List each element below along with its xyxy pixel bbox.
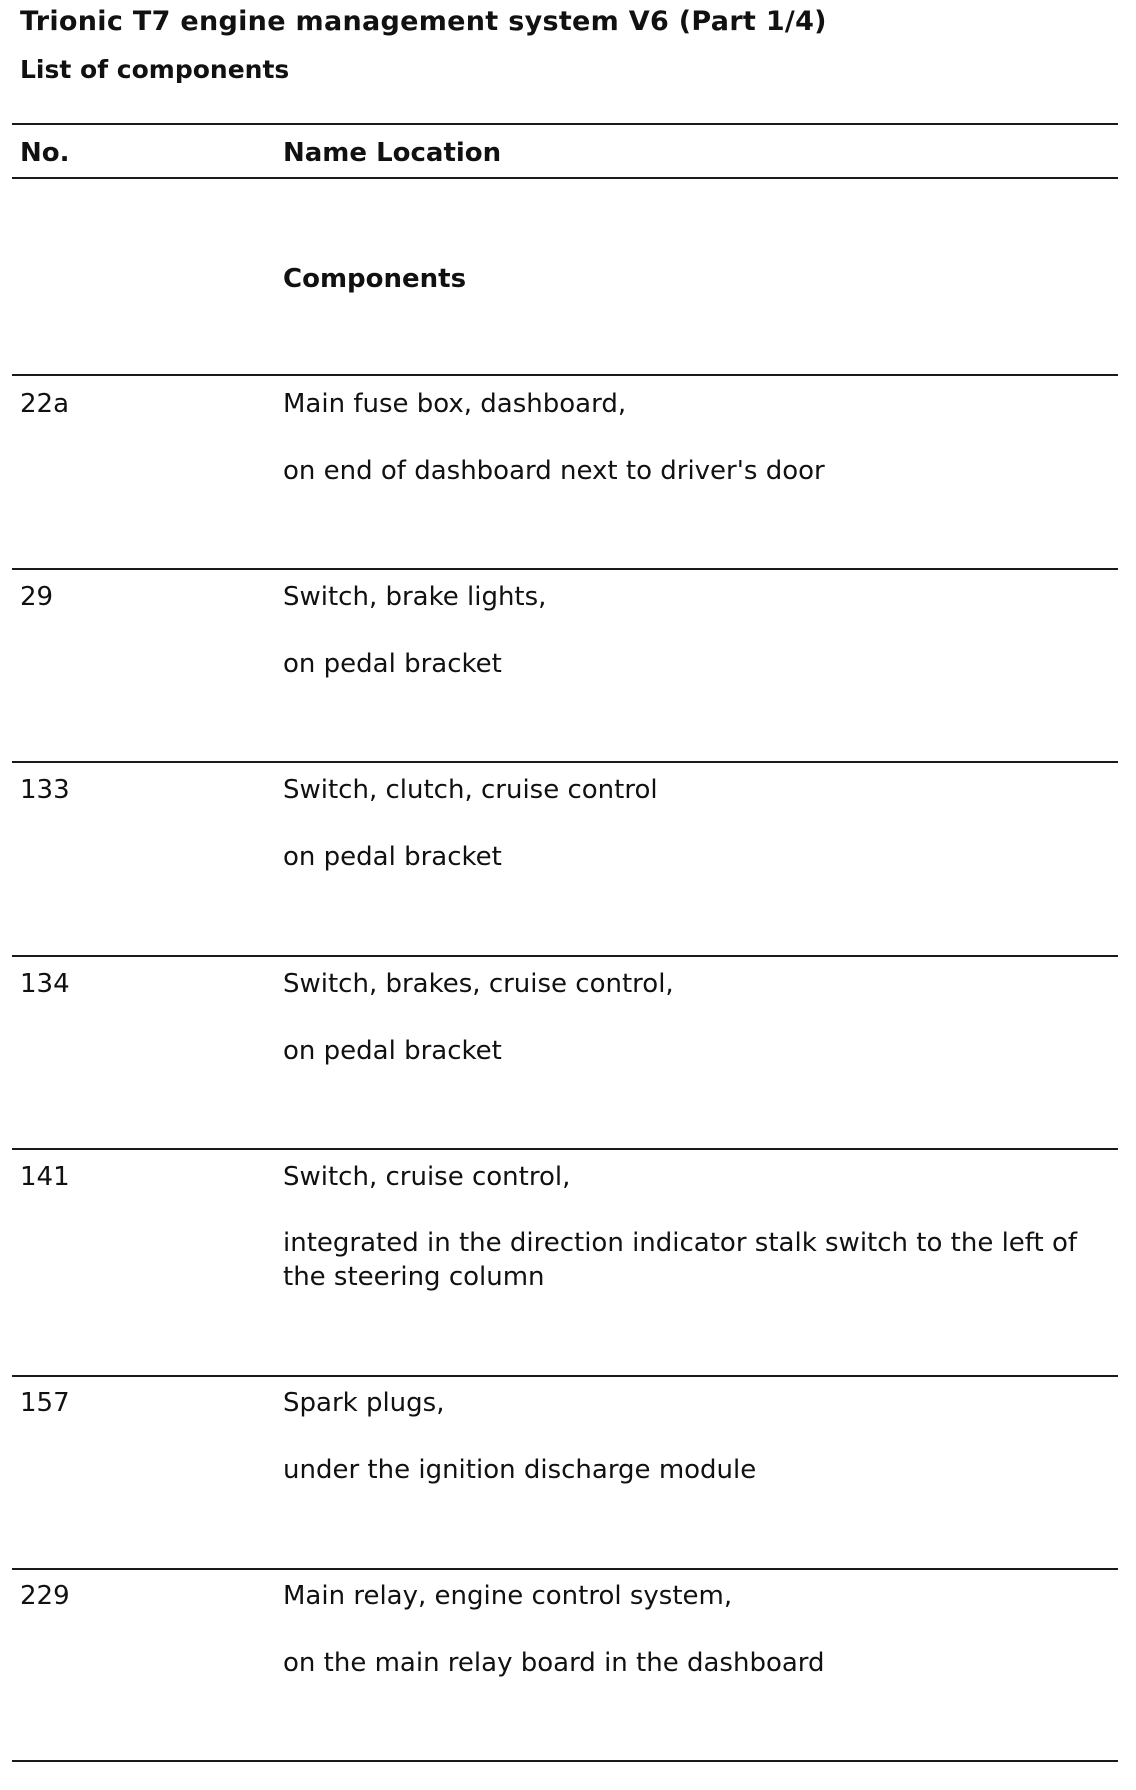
row-divider — [12, 1148, 1118, 1150]
component-location: on pedal bracket — [283, 842, 502, 872]
section-title: Components — [283, 264, 467, 294]
row-number: 133 — [20, 775, 70, 805]
table-top-rule — [12, 123, 1118, 125]
row-divider — [12, 374, 1118, 376]
row-divider — [12, 568, 1118, 570]
column-header-name-location: Name Location — [283, 138, 502, 168]
header-bottom-rule — [12, 177, 1118, 179]
row-number: 29 — [20, 582, 54, 612]
row-number: 229 — [20, 1581, 70, 1611]
table-bottom-rule — [12, 1760, 1118, 1762]
row-number: 22a — [20, 389, 70, 419]
component-name: Switch, brake lights, — [283, 582, 547, 612]
component-name: Switch, cruise control, — [283, 1162, 571, 1192]
component-location: on pedal bracket — [283, 649, 502, 679]
component-location: under the ignition discharge module — [283, 1455, 757, 1485]
component-name: Main relay, engine control system, — [283, 1581, 733, 1611]
column-header-no: No. — [20, 138, 70, 168]
row-number: 134 — [20, 969, 70, 999]
component-name: Spark plugs, — [283, 1388, 445, 1418]
component-name: Switch, clutch, cruise control — [283, 775, 658, 805]
component-name: Main fuse box, dashboard, — [283, 389, 627, 419]
page-title: Trionic T7 engine management system V6 (Part 1/4) — [20, 6, 827, 37]
row-divider — [12, 761, 1118, 763]
component-location: on end of dashboard next to driver's door — [283, 456, 825, 486]
row-number: 141 — [20, 1162, 70, 1192]
row-divider — [12, 1568, 1118, 1570]
component-name: Switch, brakes, cruise control, — [283, 969, 674, 999]
row-divider — [12, 955, 1118, 957]
row-divider — [12, 1375, 1118, 1377]
component-location: on the main relay board in the dashboard — [283, 1648, 825, 1678]
row-number: 157 — [20, 1388, 70, 1418]
page-subtitle: List of components — [20, 55, 290, 84]
component-location: integrated in the direction indicator stalk switch to the left of the steering column — [283, 1228, 1078, 1292]
component-location: on pedal bracket — [283, 1036, 502, 1066]
